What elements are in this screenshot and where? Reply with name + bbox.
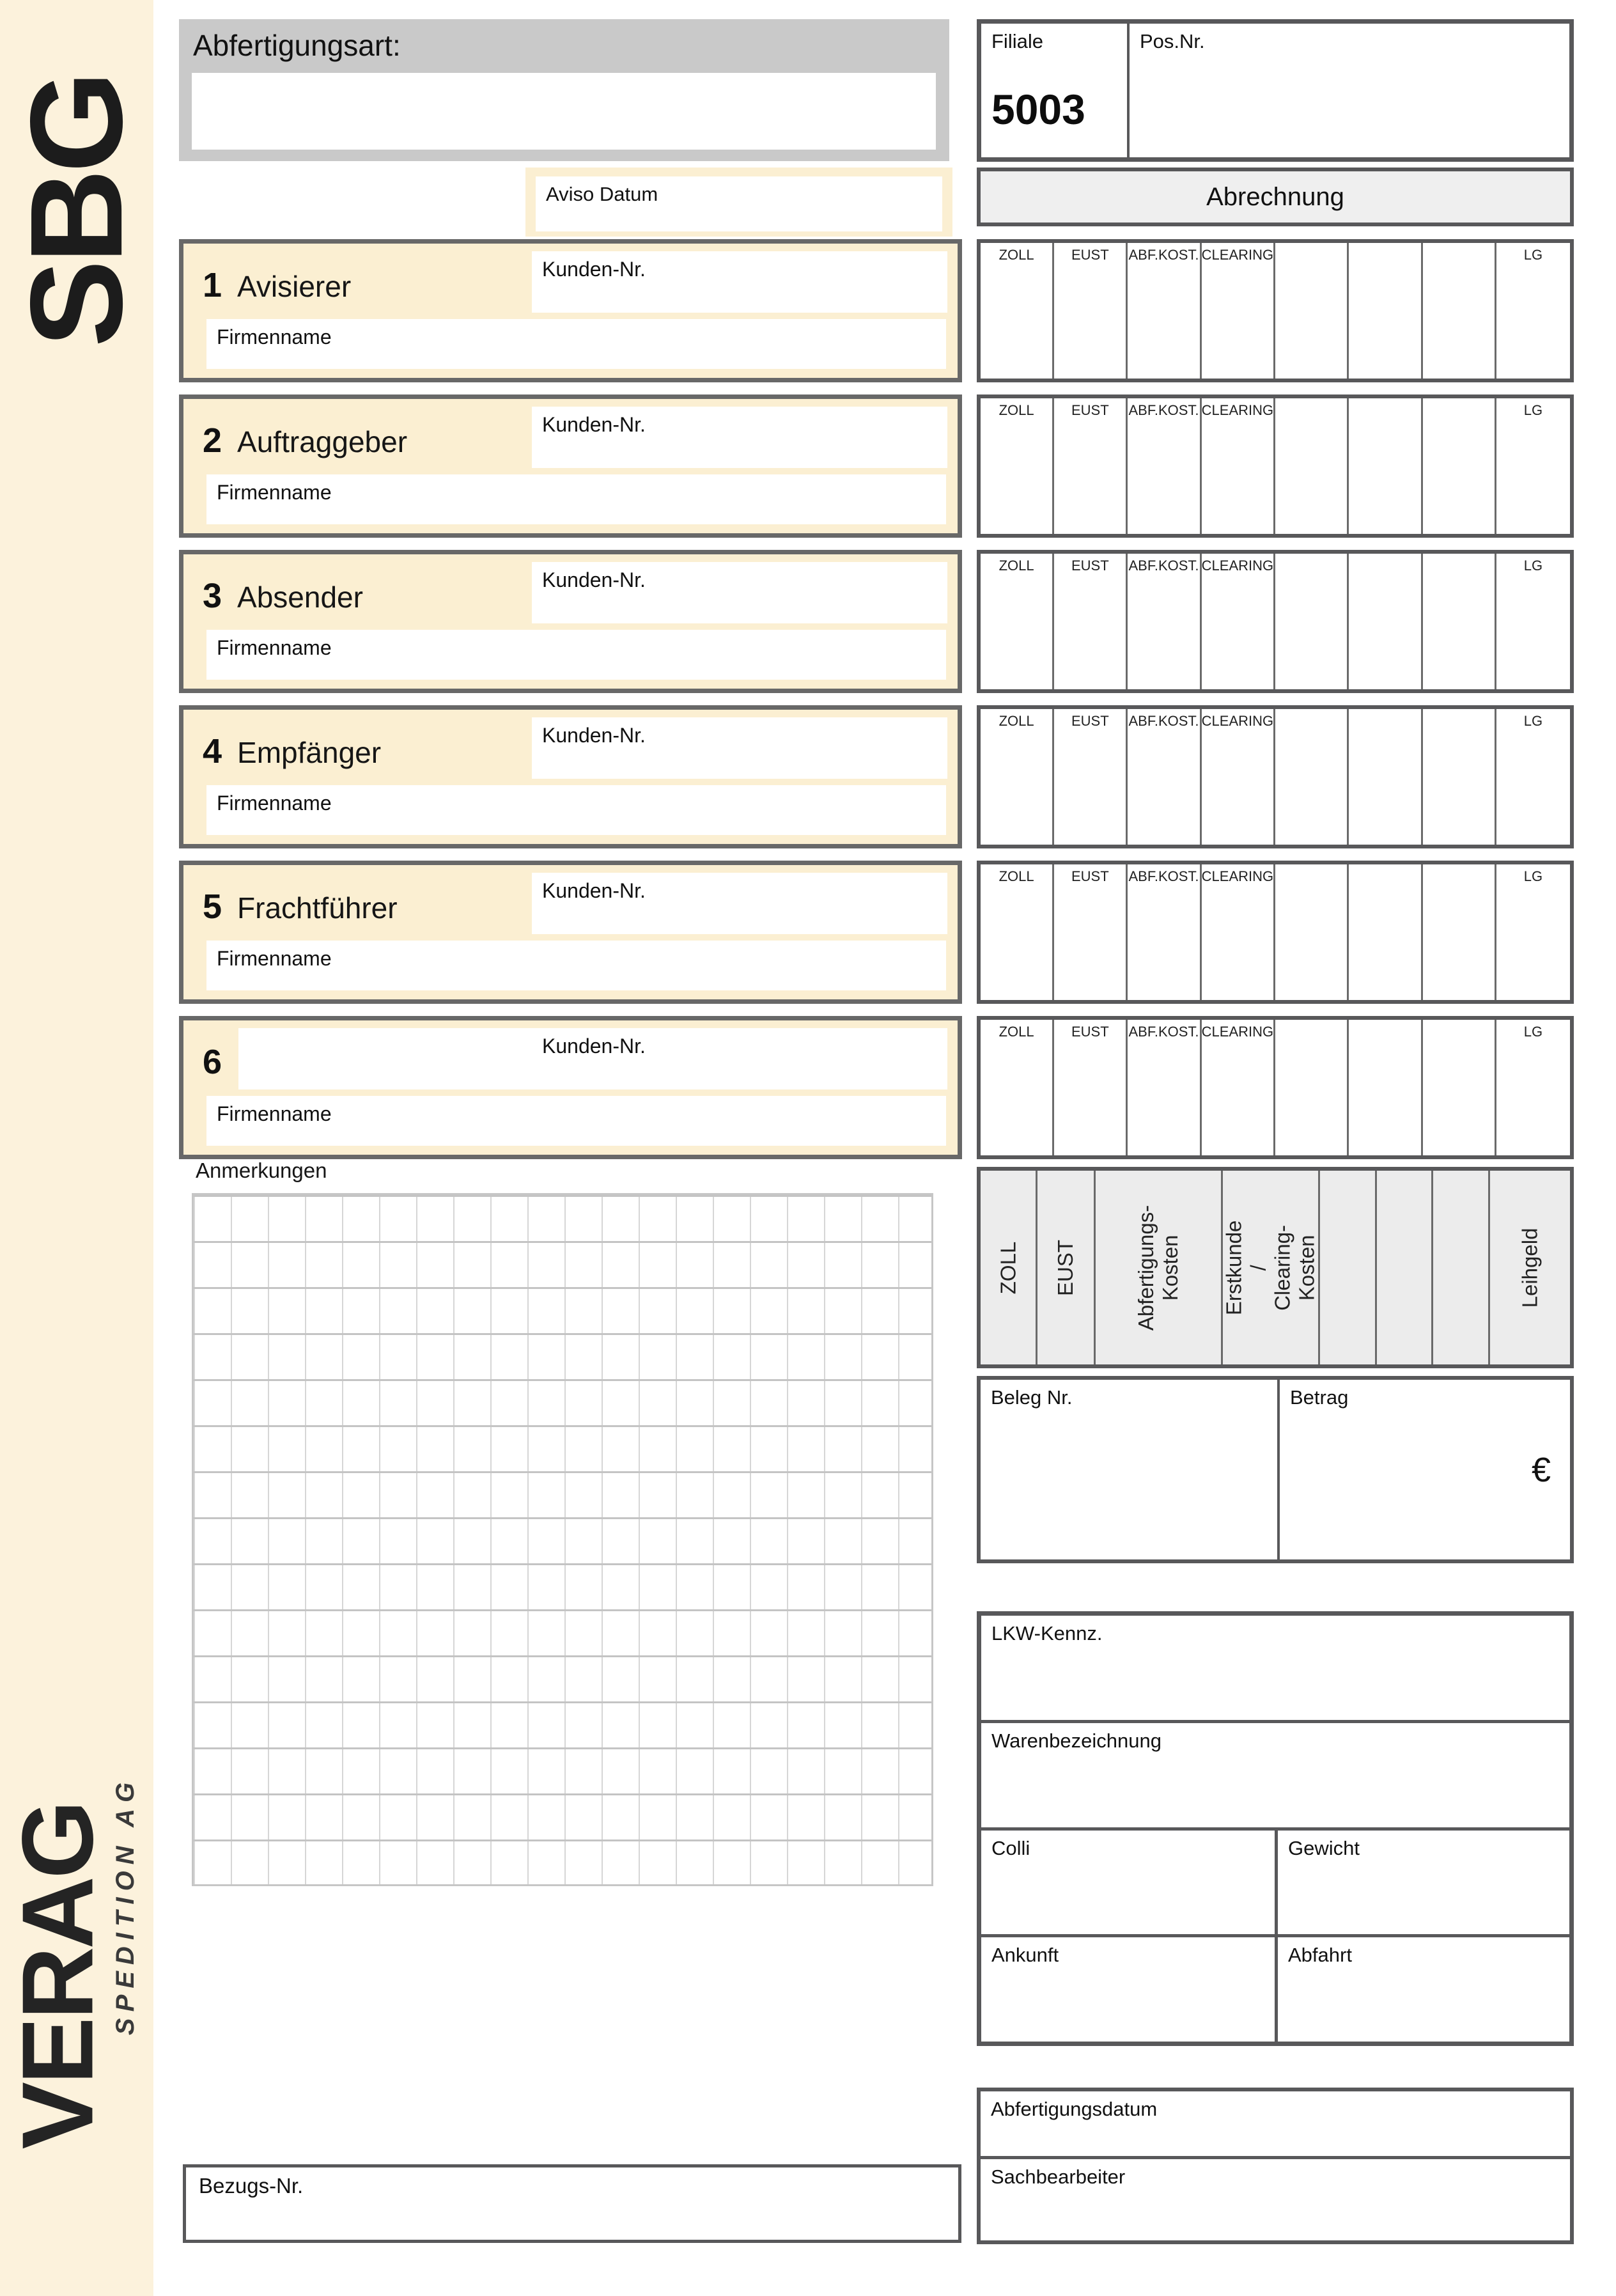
section-label: Frachtführer: [237, 891, 398, 925]
abfahrt-label: Abfahrt: [1288, 1944, 1352, 1967]
aviso-datum-input[interactable]: [536, 176, 942, 231]
verag-logo: [1, 1752, 114, 2199]
col-blank: [1275, 864, 1349, 1000]
col-clearing: CLEARING: [1202, 1020, 1275, 1155]
col-abfkost: ABF.KOST.: [1128, 864, 1201, 1000]
col-blank: [1349, 709, 1422, 845]
cargo-box: [977, 1611, 1574, 2046]
abfertigungsart-label: Abfertigungsart:: [193, 29, 401, 62]
kunden-nr-label: Kunden-Nr.: [542, 413, 646, 436]
firmenname-field[interactable]: [206, 941, 946, 990]
spedition-ag-label: SPEDITION AG: [111, 1776, 140, 2035]
warenbezeichnung-label: Warenbezeichnung: [991, 1729, 1162, 1752]
abrechnung-row-2[interactable]: [977, 394, 1574, 538]
col-blank: [1423, 398, 1496, 534]
section-label: Avisierer: [237, 270, 352, 303]
lkw-kennz-field[interactable]: [981, 1616, 1569, 1723]
abfahrt-field[interactable]: [1278, 1937, 1569, 2042]
section-number: 3: [203, 577, 222, 615]
abrechnung-row-4[interactable]: [977, 705, 1574, 848]
col-eust: EUST: [1054, 554, 1128, 689]
aviso-datum-wrap: [525, 168, 952, 237]
col-zoll: ZOLL: [981, 554, 1054, 689]
section-label: Absender: [237, 581, 363, 614]
section-avisierer: [179, 239, 962, 382]
col-blank: [1275, 1020, 1349, 1155]
abfertigungsdatum-label: Abfertigungsdatum: [991, 2098, 1158, 2120]
colli-field[interactable]: [981, 1831, 1278, 1935]
section-six: [179, 1016, 962, 1159]
betrag-field[interactable]: [1280, 1380, 1570, 1559]
band-abfertigungskosten: Abfertigungs- Kosten: [1096, 1171, 1223, 1364]
abrechnung-row-5[interactable]: [977, 861, 1574, 1004]
section-absender: [179, 550, 962, 693]
ankunft-label: Ankunft: [991, 1944, 1059, 1967]
col-zoll: ZOLL: [981, 864, 1054, 1000]
section-number: 5: [203, 887, 222, 926]
kunden-nr-field[interactable]: [532, 407, 947, 468]
band-zoll: ZOLL: [981, 1171, 1037, 1364]
section-heading: [203, 421, 407, 460]
col-blank: [1349, 398, 1422, 534]
sachbearbeiter-field[interactable]: [981, 2159, 1570, 2240]
col-blank: [1423, 709, 1496, 845]
sbg-logo-text: SBG: [3, 74, 150, 348]
kunden-nr-field[interactable]: [532, 1028, 947, 1089]
anmerkungen-grid[interactable]: [192, 1193, 933, 1886]
col-clearing: CLEARING: [1202, 864, 1275, 1000]
firmenname-field[interactable]: [206, 319, 946, 369]
kunden-nr-field[interactable]: [532, 717, 947, 779]
section-number: 1: [203, 266, 222, 304]
firmenname-label: Firmenname: [217, 947, 332, 970]
col-blank: [1423, 1020, 1496, 1155]
kunden-nr-field[interactable]: [532, 873, 947, 934]
col-eust: EUST: [1054, 709, 1128, 845]
firmenname-label: Firmenname: [217, 1102, 332, 1125]
lkw-kennz-label: LKW-Kennz.: [991, 1622, 1103, 1644]
section-empfaenger: [179, 705, 962, 848]
col-eust: EUST: [1054, 243, 1128, 379]
col-zoll: ZOLL: [981, 243, 1054, 379]
section-auftraggeber: [179, 394, 962, 538]
section-heading: [203, 265, 351, 305]
col-lg: LG: [1523, 1024, 1543, 1040]
euro-symbol: €: [1531, 1451, 1551, 1489]
pos-nr-field[interactable]: [1130, 24, 1569, 157]
col-eust: EUST: [1054, 398, 1128, 534]
anmerkungen-label: Anmerkungen: [196, 1159, 327, 1182]
kunden-nr-label: Kunden-Nr.: [542, 879, 646, 902]
abfertigungsart-input[interactable]: [192, 73, 936, 150]
verag-logo-block: [0, 1726, 153, 2225]
section-frachtfuehrer: [179, 861, 962, 1004]
firmenname-label: Firmenname: [217, 481, 332, 504]
col-clearing: CLEARING: [1202, 243, 1275, 379]
col-lg: LG: [1523, 713, 1543, 729]
col-blank: [1349, 1020, 1422, 1155]
band-leihgeld: Leihgeld: [1518, 1228, 1542, 1308]
kunden-nr-label: Kunden-Nr.: [542, 568, 646, 591]
col-clearing: CLEARING: [1202, 709, 1275, 845]
col-blank: [1275, 398, 1349, 534]
col-blank: [1275, 554, 1349, 689]
section-number: 4: [203, 732, 222, 770]
filiale-pos-box: [977, 19, 1574, 162]
abfertigungsdatum-field[interactable]: [981, 2091, 1570, 2159]
filiale-label: Filiale: [991, 30, 1043, 52]
firmenname-field[interactable]: [206, 1096, 946, 1146]
beleg-nr-label: Beleg Nr.: [991, 1386, 1073, 1409]
section-heading: [203, 1042, 222, 1082]
col-clearing: CLEARING: [1202, 398, 1275, 534]
col-abfkost: ABF.KOST.: [1128, 1020, 1201, 1155]
col-zoll: ZOLL: [981, 398, 1054, 534]
col-zoll: ZOLL: [981, 1020, 1054, 1155]
section-heading: [203, 887, 398, 926]
col-abfkost: ABF.KOST.: [1128, 398, 1201, 534]
firmenname-field[interactable]: [206, 474, 946, 524]
abrechnung-footer-band: [977, 1167, 1574, 1368]
kunden-nr-label: Kunden-Nr.: [542, 1035, 646, 1058]
band-blank: [1433, 1171, 1490, 1364]
betrag-label: Betrag: [1290, 1386, 1349, 1409]
beleg-nr-field[interactable]: [981, 1380, 1280, 1559]
kunden-nr-field[interactable]: [532, 251, 947, 313]
beleg-betrag-box: [977, 1376, 1574, 1563]
col-abfkost: ABF.KOST.: [1128, 554, 1201, 689]
band-blank: [1320, 1171, 1377, 1364]
band-clearing-kosten: Erstkunde / Clearing-Kosten: [1223, 1171, 1320, 1364]
band-eust: EUST: [1037, 1171, 1096, 1364]
sbg-logo: [0, 19, 153, 403]
kunden-nr-label: Kunden-Nr.: [542, 258, 646, 281]
col-blank: [1423, 864, 1496, 1000]
section-heading: [203, 731, 381, 771]
gewicht-field[interactable]: [1278, 1831, 1569, 1935]
col-lg: LG: [1523, 868, 1543, 884]
col-blank: [1349, 864, 1422, 1000]
colli-gewicht-row: [981, 1831, 1569, 1938]
bezugs-nr-label: Bezugs-Nr.: [199, 2174, 304, 2198]
ankunft-field[interactable]: [981, 1937, 1278, 2042]
abrechnung-row-6[interactable]: [977, 1016, 1574, 1159]
filiale-value: 5003: [991, 86, 1085, 133]
pos-nr-label: Pos.Nr.: [1140, 30, 1205, 52]
verag-logo-text: VERAG: [1, 1802, 114, 2149]
abrechnung-row-3[interactable]: [977, 550, 1574, 693]
abrechnung-title: Abrechnung: [1206, 182, 1344, 211]
spedition-ag-label-box: [101, 1726, 151, 2084]
col-abfkost: ABF.KOST.: [1128, 243, 1201, 379]
sachbearbeiter-label: Sachbearbeiter: [991, 2166, 1126, 2188]
filiale-cell: [981, 24, 1130, 157]
band-blank: [1377, 1171, 1434, 1364]
kunden-nr-label: Kunden-Nr.: [542, 724, 646, 747]
abrechnung-header: [977, 168, 1574, 226]
firmenname-label: Firmenname: [217, 325, 332, 348]
col-blank: [1349, 243, 1422, 379]
abfertigungsart-box: [179, 19, 949, 161]
section-label: Auftraggeber: [237, 425, 408, 458]
bezugs-nr-field[interactable]: [183, 2164, 961, 2243]
col-lg: LG: [1523, 402, 1543, 418]
colli-label: Colli: [991, 1836, 1030, 1859]
ankunft-abfahrt-row: [981, 1937, 1569, 2042]
col-zoll: ZOLL: [981, 709, 1054, 845]
col-lg: LG: [1523, 247, 1543, 263]
col-blank: [1349, 554, 1422, 689]
col-blank: [1423, 554, 1496, 689]
col-abfkost: ABF.KOST.: [1128, 709, 1201, 845]
kunden-nr-field[interactable]: [532, 562, 947, 623]
section-number: 2: [203, 421, 222, 460]
warenbezeichnung-field[interactable]: [981, 1723, 1569, 1831]
col-blank: [1275, 709, 1349, 845]
gewicht-label: Gewicht: [1288, 1836, 1360, 1859]
section-heading: [203, 576, 363, 616]
col-eust: EUST: [1054, 1020, 1128, 1155]
section-label: Empfänger: [237, 736, 382, 769]
col-eust: EUST: [1054, 864, 1128, 1000]
processing-box: [977, 2088, 1574, 2244]
col-lg: LG: [1523, 558, 1543, 574]
aviso-datum-label: Aviso Datum: [546, 183, 658, 205]
col-blank: [1275, 243, 1349, 379]
abrechnung-row-1[interactable]: [977, 239, 1574, 382]
firmenname-field[interactable]: [206, 785, 946, 835]
firmenname-label: Firmenname: [217, 792, 332, 815]
sidebar: [0, 0, 153, 2296]
col-clearing: CLEARING: [1202, 554, 1275, 689]
firmenname-field[interactable]: [206, 630, 946, 680]
section-number: 6: [203, 1043, 222, 1081]
firmenname-label: Firmenname: [217, 636, 332, 659]
col-blank: [1423, 243, 1496, 379]
